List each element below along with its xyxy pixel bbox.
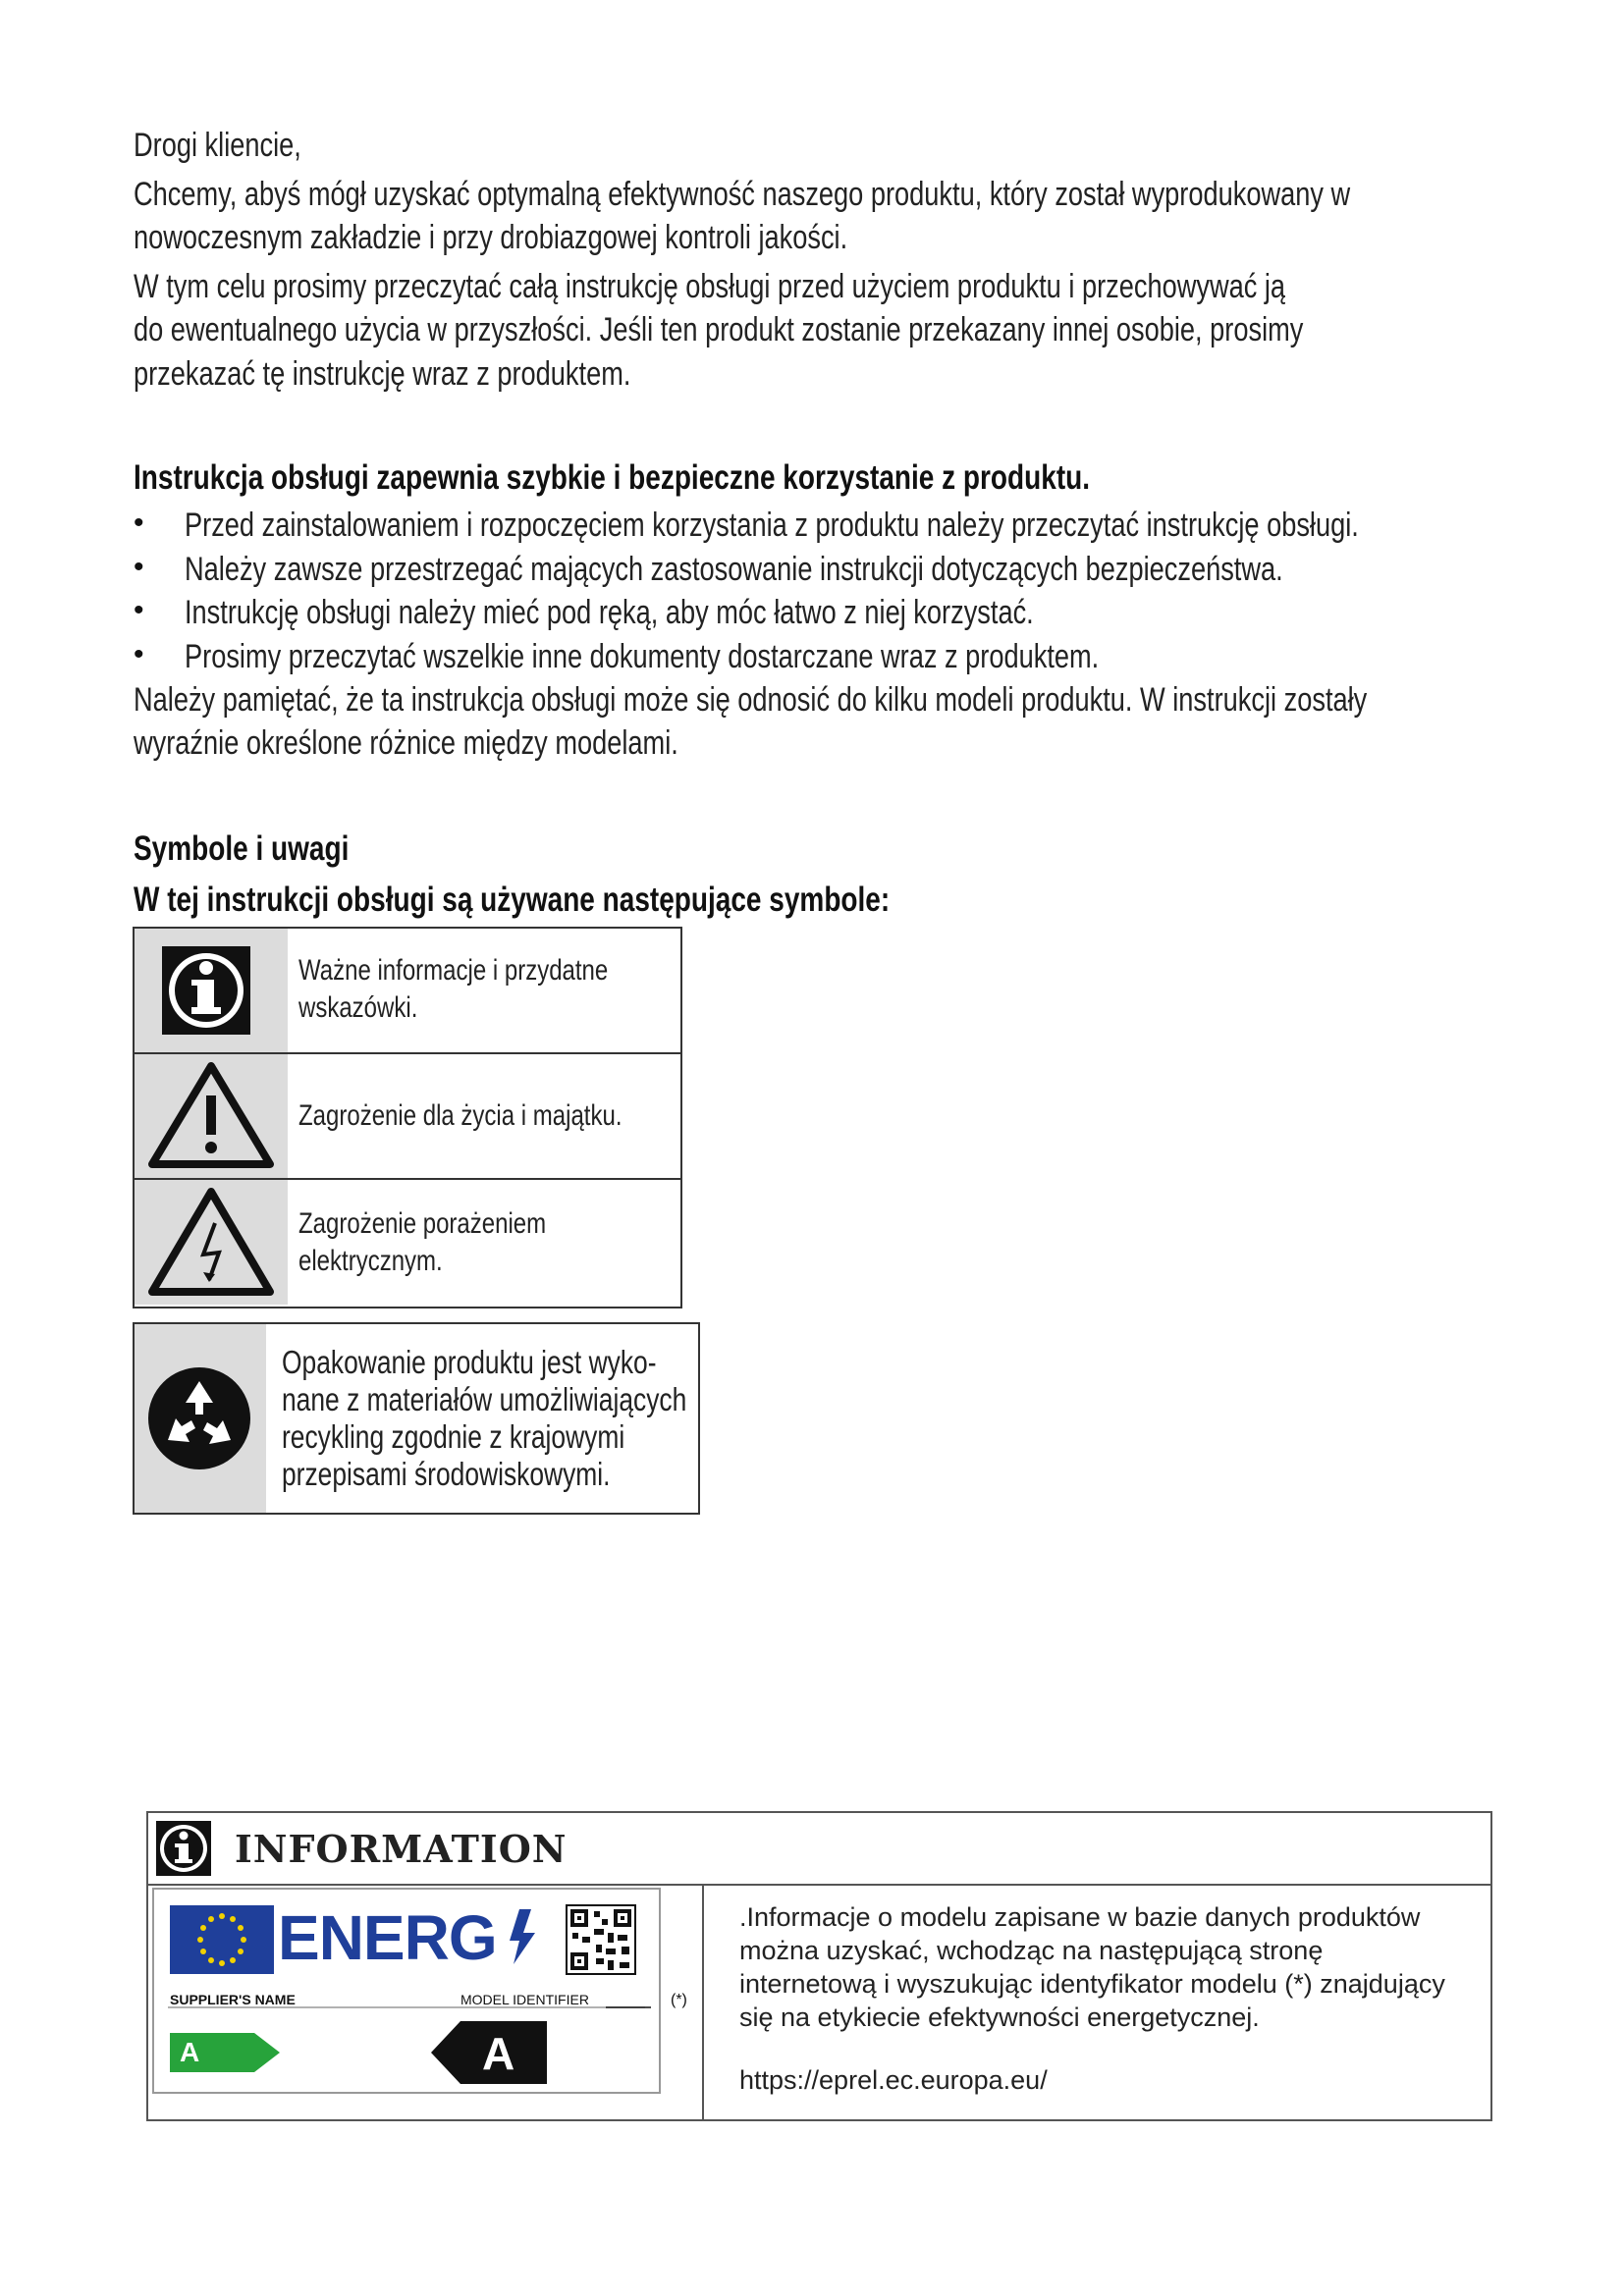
symbol-desc: Zagrożenie dla życia i majątku. [298,1099,623,1132]
eprel-info-line: się na etykiecie efektywności energetycznej. [739,2002,1260,2032]
energy-class-left: A [180,2037,200,2067]
information-header [148,1813,1490,1886]
symbols-subheading: W tej instrukcji obsługi są używane następujące symbole: [134,881,891,919]
bullet-item: Instrukcję obsługi należy mieć pod ręką, aby móc łatwo z niej korzystać. [185,594,1034,631]
energy-class-right: A [482,2028,515,2079]
bullet-item: Należy zawsze przestrzegać mających zastosowanie instrukcji dotyczących bezpieczeństwa. [185,551,1283,588]
models-note: wyraźnie określone różnice między modelami. [134,724,678,762]
recycle-desc: Opakowanie produktu jest wyko- [282,1344,657,1380]
qr-code-icon [567,1905,635,1974]
bullet-item: Prosimy przeczytać wszelkie inne dokumenty dostarczane wraz z produktem. [185,638,1100,675]
recycle-icon [135,1324,266,1513]
bullet-marker: • [134,638,144,670]
symbols-table [133,927,682,1308]
information-divider [702,1884,704,2119]
warning-icon [135,1054,288,1178]
symbol-row-info [135,929,680,1054]
symbol-row-warning [135,1054,680,1180]
intro-line: do ewentualnego użycia w przyszłości. Jeśli ten produkt zostanie przekazany innej osobie, prosimy [134,311,1304,348]
intro-line: nowoczesnym zakładzie i przy drobiazgowej kontroli jakości. [134,219,848,256]
info-icon [154,1819,213,1878]
info-icon [135,929,288,1052]
greeting: Drogi kliencie, [134,127,301,164]
supplier-name: SUPPLIER'S NAME [170,1992,296,2007]
symbol-desc: wskazówki. [298,991,418,1024]
symbol-desc: Zagrożenie porażeniem [298,1207,547,1240]
bullet-item: Przed zainstalowaniem i rozpoczęciem korzystania z produktu należy przeczytać instrukcję obsługi. [185,507,1359,544]
information-title: INFORMATION [235,1827,568,1871]
eprel-info-line: internetową i wyszukując identyfikator modelu (*) znajdujący [739,1969,1445,1999]
eprel-info-line: można uzyskać, wchodząc na następującą stronę [739,1936,1324,1965]
lightning-icon [510,1909,535,1964]
model-identifier: MODEL IDENTIFIER [460,1992,589,2007]
eprel-info-line: .Informacje o modelu zapisane w bazie danych produktów [739,1902,1421,1932]
recycle-notice [133,1322,700,1515]
intro-line: W tym celu prosimy przeczytać całą instrukcję obsługi przed użyciem produktu i przechowywać ją [134,268,1286,305]
information-box [146,1811,1492,2121]
eprel-link[interactable]: https://eprel.ec.europa.eu/ [739,2065,1048,2095]
recycle-desc: nane z materiałów umożliwiających [282,1381,687,1417]
symbols-heading: Symbole i uwagi [134,829,350,868]
symbol-desc: Ważne informacje i przydatne [298,954,609,987]
symbol-row-electric [135,1180,680,1305]
manual-heading: Instrukcja obsługi zapewnia szybkie i bezpieczne korzystanie z produktu. [134,458,1091,497]
energy-logo-text: ENERG [278,1902,497,1973]
recycle-desc: recykling zgodnie z krajowymi [282,1418,625,1455]
bullet-marker: • [134,507,144,539]
intro-line: przekazać tę instrukcję wraz z produktem. [134,355,631,393]
bullet-marker: • [134,551,144,583]
recycle-desc: przepisami środowiskowymi. [282,1456,611,1492]
energy-label [152,1888,661,2094]
models-note: Należy pamiętać, że ta instrukcja obsługi może się odnosić do kilku modeli produktu. W instrukcji zostały [134,681,1368,719]
model-marker: (*) [671,1992,687,2008]
electric-shock-icon [135,1180,288,1305]
symbol-desc: elektrycznym. [298,1245,443,1277]
intro-line: Chcemy, abyś mógł uzyskać optymalną efektywność naszego produktu, który został wyprodukowany w [134,176,1351,213]
bullet-marker: • [134,594,144,626]
